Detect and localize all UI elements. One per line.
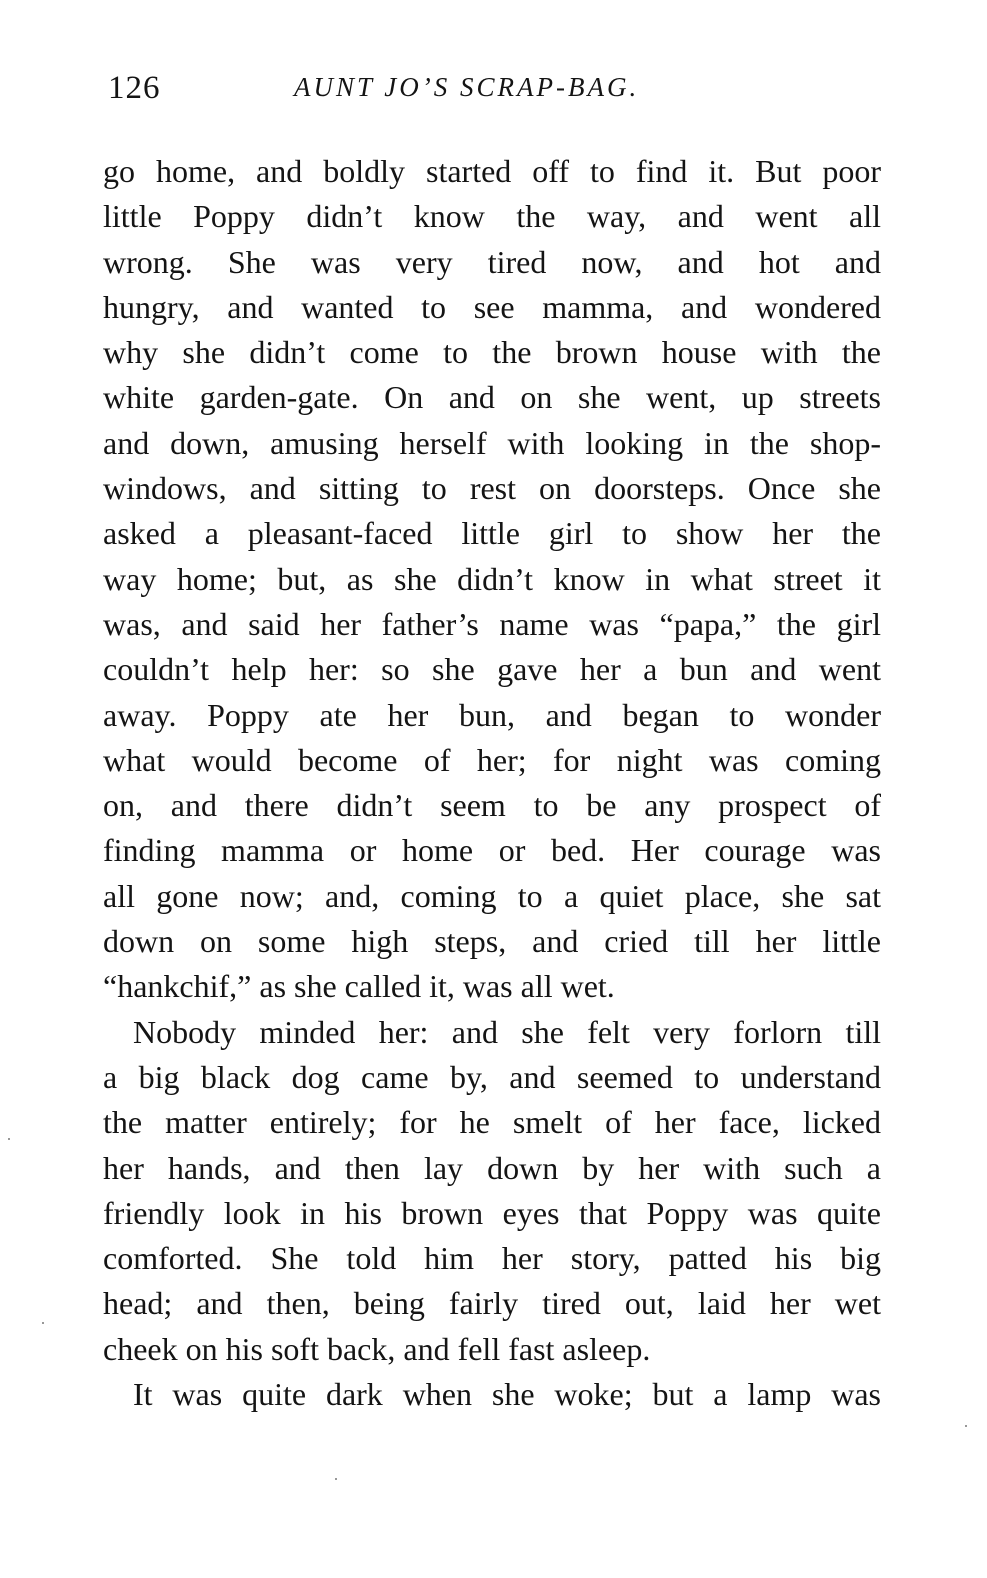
text-line: down on some high steps, and cried till her little xyxy=(103,923,881,960)
text-line: way home; but, as she didn’t know in what street it xyxy=(103,560,881,597)
text-line: windows, and sitting to rest on doorsteps. Once she xyxy=(103,470,881,507)
text-line: wrong. She was very tired now, and hot and xyxy=(103,243,881,280)
text-line: a big black dog came by, and seemed to understand xyxy=(103,1058,881,1095)
text-line: away. Poppy ate her bun, and began to wonder xyxy=(103,696,881,733)
text-line: white garden-gate. On and on she went, up streets xyxy=(103,379,881,416)
text-line: what would become of her; for night was coming xyxy=(103,741,881,778)
text-line: Nobody minded her: and she felt very forlorn till xyxy=(133,1013,881,1050)
text-line: all gone now; and, coming to a quiet place, she sat xyxy=(103,877,881,914)
text-line: asked a pleasant-faced little girl to show her the xyxy=(103,515,881,552)
text-line: and down, amusing herself with looking in the shop- xyxy=(103,424,881,461)
page-number: 126 xyxy=(108,70,161,106)
book-title-header: AUNT JO’S SCRAP-BAG. xyxy=(294,72,640,102)
scan-speck xyxy=(42,1322,44,1324)
text-line: was, and said her father’s name was “papa,” the girl xyxy=(103,605,881,642)
body-text xyxy=(103,149,881,1417)
text-line: why she didn’t come to the brown house with the xyxy=(103,334,881,371)
text-line: head; and then, being fairly tired out, laid her wet xyxy=(103,1285,881,1322)
text-line: cheek on his soft back, and fell fast asleep. xyxy=(103,1330,651,1367)
text-line: little Poppy didn’t know the way, and went all xyxy=(103,198,881,235)
paragraph xyxy=(103,149,881,1010)
text-line: hungry, and wanted to see mamma, and wondered xyxy=(103,288,881,325)
paragraph xyxy=(103,1372,881,1417)
scan-speck xyxy=(965,1425,967,1427)
text-line: “hankchif,” as she called it, was all wet. xyxy=(103,968,615,1005)
text-line: couldn’t help her: so she gave her a bun and went xyxy=(103,651,881,688)
text-line: finding mamma or home or bed. Her courage was xyxy=(103,832,881,869)
text-line: go home, and boldly started off to find it. But poor xyxy=(103,153,881,189)
paragraph xyxy=(103,1010,881,1372)
running-head xyxy=(108,70,888,114)
text-line: It was quite dark when she woke; but a lamp was xyxy=(133,1376,881,1413)
text-line: friendly look in his brown eyes that Poppy was quite xyxy=(103,1194,881,1231)
text-line: the matter entirely; for he smelt of her face, licked xyxy=(103,1104,881,1141)
text-line: on, and there didn’t seem to be any prospect of xyxy=(103,787,881,824)
text-line: her hands, and then lay down by her with such a xyxy=(103,1149,881,1186)
scan-speck xyxy=(335,1478,337,1480)
scan-speck xyxy=(8,1138,10,1140)
text-line: comforted. She told him her story, patted his big xyxy=(103,1240,881,1277)
